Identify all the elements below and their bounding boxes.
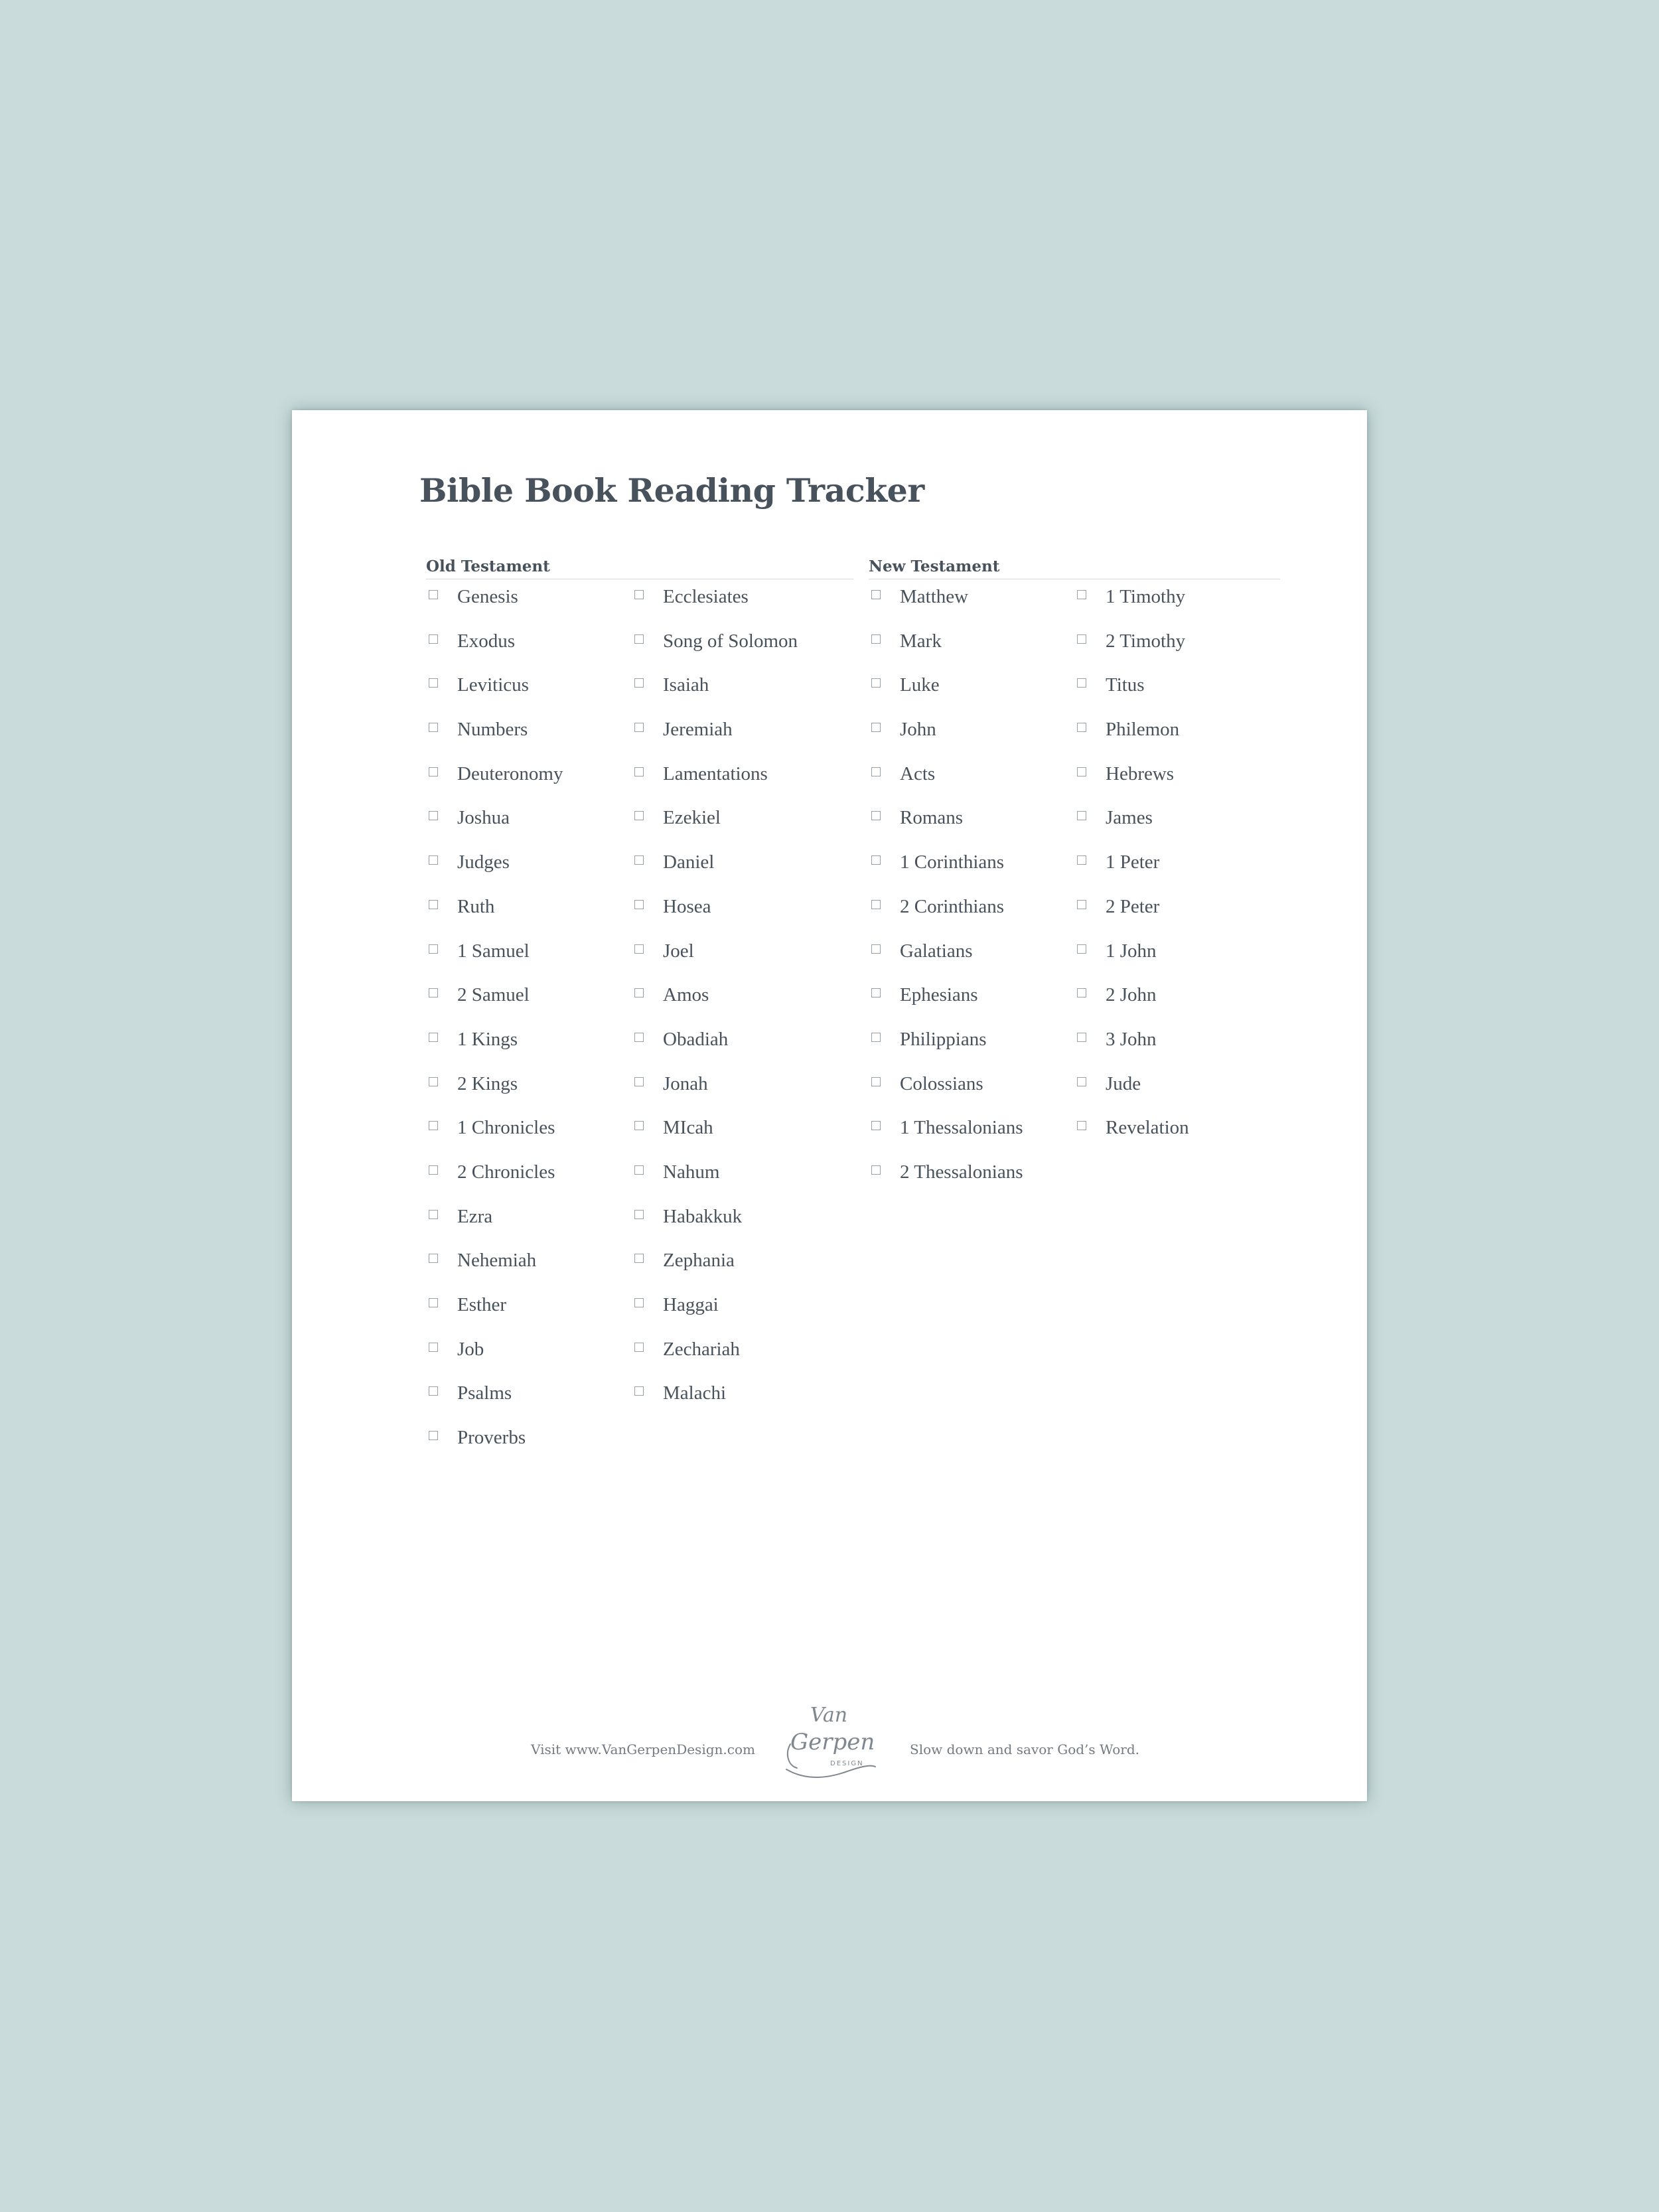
old-testament-section <box>426 557 853 1449</box>
checkbox-icon[interactable] <box>429 1298 438 1307</box>
checkbox-icon[interactable] <box>634 634 644 644</box>
book-list-item <box>426 1162 563 1207</box>
checkbox-icon[interactable] <box>1077 855 1086 865</box>
checkbox-icon[interactable] <box>871 900 881 909</box>
book-name: Ezekiel <box>663 807 721 829</box>
book-name: 3 John <box>1106 1028 1157 1050</box>
book-list-item <box>426 808 563 852</box>
book-list-item <box>1074 719 1189 764</box>
checkbox-icon[interactable] <box>1077 634 1086 644</box>
book-list-item <box>1074 897 1189 941</box>
book-name: Nehemiah <box>457 1250 537 1272</box>
book-list-item <box>632 764 798 808</box>
checkbox-icon[interactable] <box>1077 1077 1086 1086</box>
book-list-item <box>632 631 798 676</box>
book-name: Genesis <box>457 586 518 607</box>
book-list-item <box>632 1074 798 1118</box>
book-name: Judges <box>457 851 510 873</box>
book-list-item <box>1074 852 1189 897</box>
book-name: Hebrews <box>1106 763 1175 784</box>
checkbox-icon[interactable] <box>634 811 644 820</box>
book-list-item <box>869 852 1023 897</box>
checkbox-icon[interactable] <box>429 678 438 688</box>
checkbox-icon[interactable] <box>634 767 644 776</box>
book-name: Amos <box>663 984 709 1006</box>
book-name: 1 Peter <box>1106 851 1160 873</box>
book-name: Daniel <box>663 851 715 873</box>
book-list-item <box>426 764 563 808</box>
checkbox-icon[interactable] <box>634 1033 644 1042</box>
book-name: Job <box>457 1338 484 1360</box>
book-name: Obadiah <box>663 1028 729 1050</box>
checkbox-icon[interactable] <box>429 1254 438 1263</box>
book-list-item <box>1074 985 1189 1029</box>
book-name: Deuteronomy <box>457 763 563 784</box>
book-list-item <box>426 1029 563 1074</box>
checkbox-icon[interactable] <box>1077 944 1086 954</box>
page-title: Bible Book Reading Tracker <box>419 471 924 510</box>
checkbox-icon[interactable] <box>634 1165 644 1175</box>
book-name: Zechariah <box>663 1338 740 1360</box>
book-list-item <box>426 1250 563 1295</box>
book-list-item <box>632 808 798 852</box>
checkbox-icon[interactable] <box>429 723 438 732</box>
logo-word-van: Van <box>810 1704 848 1727</box>
checkbox-icon[interactable] <box>1077 1033 1086 1042</box>
book-name: 2 Thessalonians <box>900 1161 1023 1183</box>
book-list-item <box>632 941 798 986</box>
book-list-item <box>426 852 563 897</box>
book-list-item <box>1074 941 1189 986</box>
checkbox-icon[interactable] <box>871 944 881 954</box>
checkbox-icon[interactable] <box>1077 678 1086 688</box>
checkbox-icon[interactable] <box>634 944 644 954</box>
book-name: Zephania <box>663 1250 735 1272</box>
book-name: Revelation <box>1106 1117 1189 1139</box>
book-list-item <box>869 941 1023 986</box>
checkbox-icon[interactable] <box>634 1121 644 1130</box>
checkbox-icon[interactable] <box>634 590 644 599</box>
book-name: Lamentations <box>663 763 768 784</box>
book-name: 1 Timothy <box>1106 586 1186 607</box>
checkbox-icon[interactable] <box>871 855 881 865</box>
checkbox-icon[interactable] <box>429 900 438 909</box>
checkbox-icon[interactable] <box>634 900 644 909</box>
book-name: Joshua <box>457 807 510 829</box>
book-name: 1 Chronicles <box>457 1117 555 1139</box>
checkbox-icon[interactable] <box>634 1077 644 1086</box>
book-name: Ephesians <box>900 984 978 1006</box>
book-list-item <box>869 631 1023 676</box>
checkbox-icon[interactable] <box>871 678 881 688</box>
book-list-item <box>632 1207 798 1251</box>
checkbox-icon[interactable] <box>634 988 644 997</box>
book-name: Titus <box>1106 674 1145 696</box>
checkbox-icon[interactable] <box>429 811 438 820</box>
checkbox-icon[interactable] <box>871 1165 881 1175</box>
book-list-item <box>1074 1118 1189 1162</box>
checkbox-icon[interactable] <box>1077 988 1086 997</box>
book-list-item <box>426 897 563 941</box>
footer-tagline: Slow down and savor God’s Word. <box>910 1741 1139 1757</box>
book-name: Jude <box>1106 1072 1141 1094</box>
book-list-item <box>869 675 1023 719</box>
book-list-item <box>1074 764 1189 808</box>
book-list-item <box>632 852 798 897</box>
book-list-item <box>869 808 1023 852</box>
book-name: Psalms <box>457 1382 512 1404</box>
book-list-item <box>632 1029 798 1074</box>
checkbox-icon[interactable] <box>429 988 438 997</box>
book-list-item <box>869 1118 1023 1162</box>
checkbox-icon[interactable] <box>871 634 881 644</box>
book-name: Malachi <box>663 1382 727 1404</box>
checkbox-icon[interactable] <box>429 1431 438 1440</box>
book-name: Esther <box>457 1294 507 1315</box>
book-list-item <box>632 719 798 764</box>
book-list-item <box>1074 631 1189 676</box>
new-testament-heading: New Testament <box>869 559 1280 579</box>
checkbox-icon[interactable] <box>634 1343 644 1352</box>
checkbox-icon[interactable] <box>429 590 438 599</box>
book-list-item <box>869 1074 1023 1118</box>
book-list-item <box>426 1383 563 1428</box>
book-name: Luke <box>900 674 940 696</box>
book-list-item <box>426 941 563 986</box>
book-list-item <box>632 1295 798 1339</box>
book-list-item <box>426 1428 563 1472</box>
book-list-item <box>426 675 563 719</box>
book-name: Habakkuk <box>663 1205 743 1227</box>
book-list-item <box>426 985 563 1029</box>
book-list-item <box>632 675 798 719</box>
book-list-item <box>426 1295 563 1339</box>
book-name: 1 Thessalonians <box>900 1117 1023 1139</box>
checkbox-icon[interactable] <box>429 855 438 865</box>
book-name: 2 Peter <box>1106 895 1160 917</box>
checkbox-icon[interactable] <box>429 1077 438 1086</box>
book-list-item <box>1074 587 1189 631</box>
old-testament-column-1 <box>426 587 563 1472</box>
book-list-item <box>426 587 563 631</box>
book-name: Philemon <box>1106 719 1180 741</box>
book-name: 2 Samuel <box>457 984 530 1006</box>
book-name: Romans <box>900 807 964 829</box>
checkbox-icon[interactable] <box>634 723 644 732</box>
checkbox-icon[interactable] <box>634 678 644 688</box>
book-name: Exodus <box>457 630 515 652</box>
old-testament-heading: Old Testament <box>426 559 853 579</box>
checkbox-icon[interactable] <box>429 767 438 776</box>
book-list-item <box>632 1162 798 1207</box>
book-name: Colossians <box>900 1072 983 1094</box>
book-name: Proverbs <box>457 1427 526 1449</box>
book-list-item <box>632 897 798 941</box>
book-list-item <box>426 1339 563 1384</box>
book-name: 2 Corinthians <box>900 895 1005 917</box>
tracker-sheet <box>292 410 1367 1801</box>
book-name: John <box>900 719 936 741</box>
book-name: Leviticus <box>457 674 529 696</box>
book-list-item <box>869 985 1023 1029</box>
logo-word-design: DESIGN <box>830 1760 864 1767</box>
book-list-item <box>632 985 798 1029</box>
book-name: Numbers <box>457 719 528 741</box>
checkbox-icon[interactable] <box>871 767 881 776</box>
book-list-item <box>426 1207 563 1251</box>
checkbox-icon[interactable] <box>429 1121 438 1130</box>
checkbox-icon[interactable] <box>1077 1121 1086 1130</box>
book-list-item <box>869 897 1023 941</box>
checkbox-icon[interactable] <box>429 1210 438 1219</box>
book-list-item <box>632 1383 798 1428</box>
book-name: James <box>1106 807 1153 829</box>
checkbox-icon[interactable] <box>429 1033 438 1042</box>
checkbox-icon[interactable] <box>1077 900 1086 909</box>
book-name: Nahum <box>663 1161 720 1183</box>
book-list-item <box>1074 808 1189 852</box>
book-name: Isaiah <box>663 674 709 696</box>
book-list-item <box>632 1250 798 1295</box>
book-list-item <box>869 587 1023 631</box>
checkbox-icon[interactable] <box>871 811 881 820</box>
book-name: Jeremiah <box>663 719 733 741</box>
checkbox-icon[interactable] <box>871 1033 881 1042</box>
checkbox-icon[interactable] <box>871 1077 881 1086</box>
book-name: Ecclesiates <box>663 586 749 607</box>
book-list-item <box>1074 1074 1189 1118</box>
book-list-item <box>1074 675 1189 719</box>
checkbox-icon[interactable] <box>429 944 438 954</box>
checkbox-icon[interactable] <box>634 1210 644 1219</box>
book-name: Ezra <box>457 1205 493 1227</box>
book-list-item <box>869 1162 1023 1207</box>
book-name: Jonah <box>663 1072 708 1094</box>
checkbox-icon[interactable] <box>1077 723 1086 732</box>
book-name: 1 Samuel <box>457 940 530 962</box>
van-gerpen-design-logo-icon <box>782 1698 879 1784</box>
book-name: 2 Timothy <box>1106 630 1186 652</box>
footer-website-link[interactable]: Visit www.VanGerpenDesign.com <box>531 1741 755 1757</box>
checkbox-icon[interactable] <box>429 1343 438 1352</box>
book-list-item <box>426 719 563 764</box>
book-name: Philippians <box>900 1028 987 1050</box>
checkbox-icon[interactable] <box>634 1254 644 1263</box>
book-name: Ruth <box>457 895 495 917</box>
new-testament-column-1 <box>869 587 1023 1207</box>
checkbox-icon[interactable] <box>1077 767 1086 776</box>
book-list-item <box>632 1339 798 1384</box>
book-name: Haggai <box>663 1294 719 1315</box>
checkbox-icon[interactable] <box>429 1165 438 1175</box>
book-list-item <box>869 764 1023 808</box>
book-list-item <box>1074 1029 1189 1074</box>
old-testament-column-2 <box>632 587 798 1428</box>
page-footer <box>292 1698 1367 1791</box>
checkbox-icon[interactable] <box>634 1298 644 1307</box>
new-testament-column-2 <box>1074 587 1189 1162</box>
book-name: Joel <box>663 940 694 962</box>
book-name: 2 Kings <box>457 1072 518 1094</box>
checkbox-icon[interactable] <box>871 723 881 732</box>
logo-word-gerpen: Gerpen <box>790 1729 875 1755</box>
book-name: Hosea <box>663 895 711 917</box>
book-list-item <box>869 719 1023 764</box>
checkbox-icon[interactable] <box>871 590 881 599</box>
book-name: Matthew <box>900 586 969 607</box>
book-name: Acts <box>900 763 936 784</box>
checkbox-icon[interactable] <box>871 1121 881 1130</box>
book-name: 2 Chronicles <box>457 1161 555 1183</box>
checkbox-icon[interactable] <box>429 634 438 644</box>
book-list-item <box>426 1118 563 1162</box>
checkbox-icon[interactable] <box>429 1386 438 1396</box>
checkbox-icon[interactable] <box>871 988 881 997</box>
book-list-item <box>632 1118 798 1162</box>
new-testament-section <box>869 559 1280 1222</box>
book-name: Song of Solomon <box>663 630 798 652</box>
book-name: 1 Kings <box>457 1028 518 1050</box>
book-list-item <box>869 1029 1023 1074</box>
book-list-item <box>632 587 798 631</box>
book-name: Galatians <box>900 940 973 962</box>
book-list-item <box>426 631 563 676</box>
book-name: 1 John <box>1106 940 1157 962</box>
book-name: Mark <box>900 630 942 652</box>
book-list-item <box>426 1074 563 1118</box>
book-name: MIcah <box>663 1117 713 1139</box>
checkbox-icon[interactable] <box>1077 811 1086 820</box>
checkbox-icon[interactable] <box>1077 590 1086 599</box>
checkbox-icon[interactable] <box>634 1386 644 1396</box>
book-name: 2 John <box>1106 984 1157 1006</box>
checkbox-icon[interactable] <box>634 855 644 865</box>
book-name: 1 Corinthians <box>900 851 1005 873</box>
